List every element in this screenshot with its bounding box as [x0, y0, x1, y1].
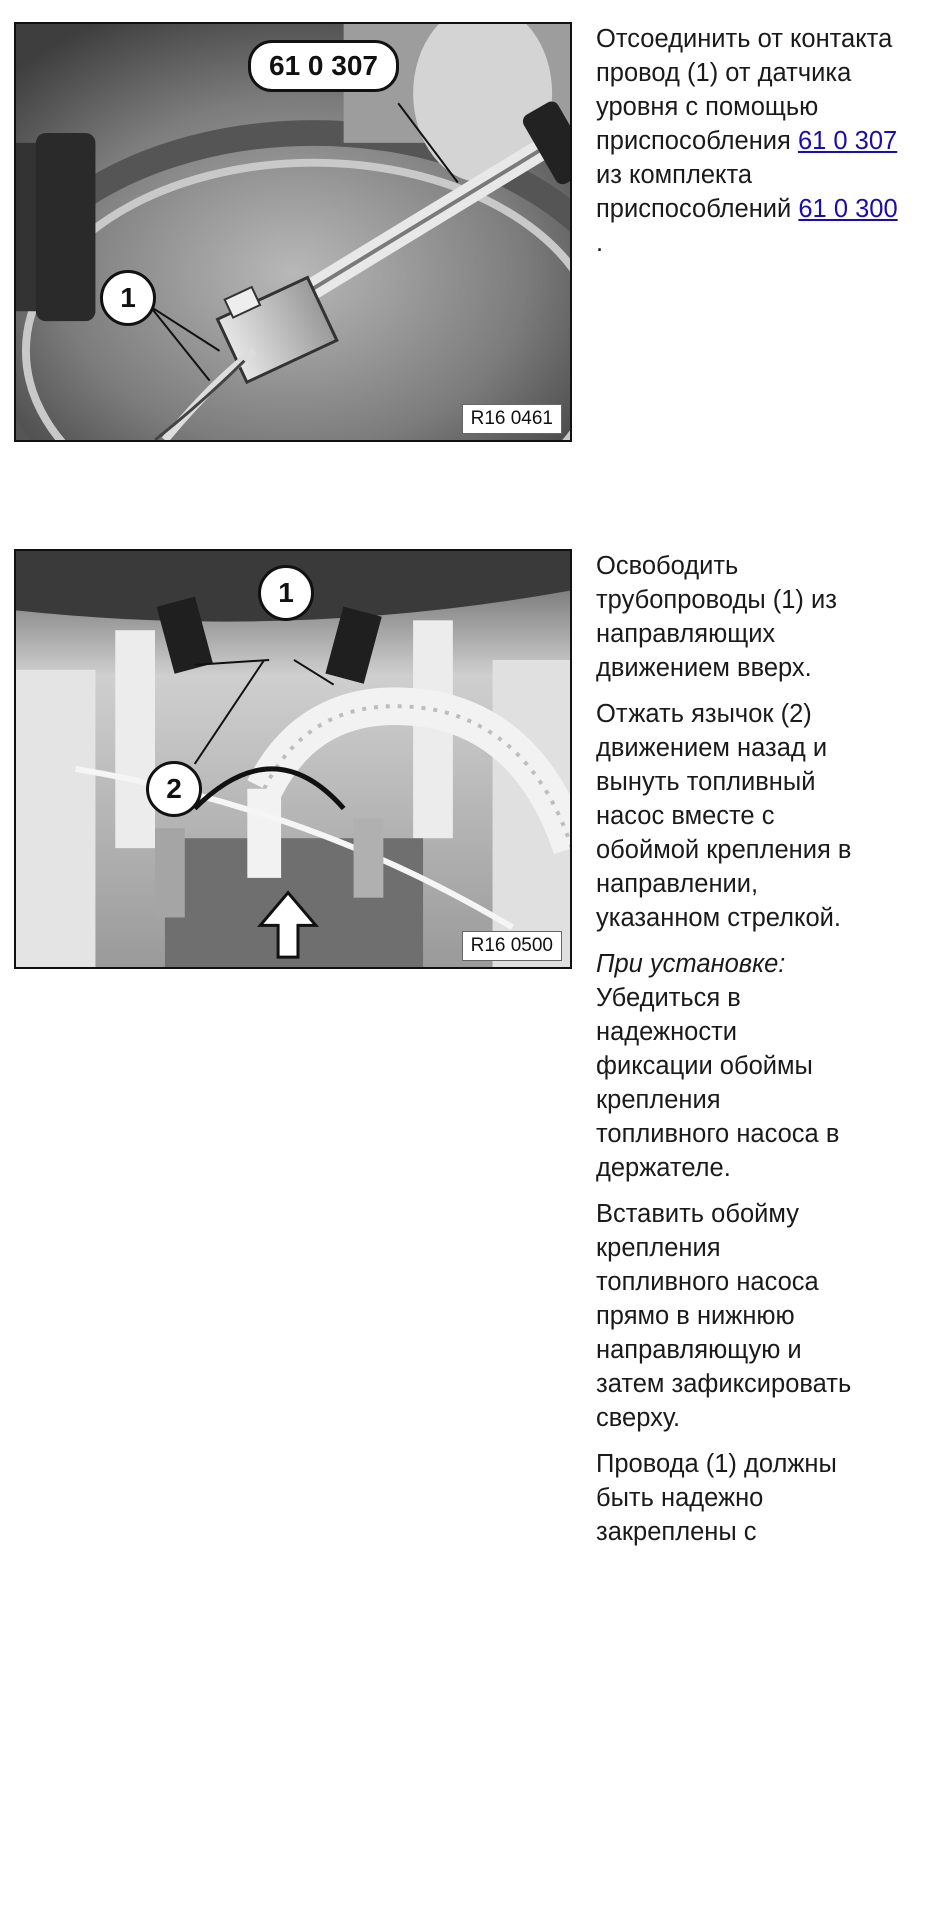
step-text-1: [596, 22, 931, 260]
text-fragment: приспособлений: [596, 195, 799, 223]
callout-1: 1: [100, 270, 156, 326]
text-line: Отсоединить от контакта: [596, 25, 893, 53]
text-line: [596, 124, 931, 158]
link-tool-61-0-307[interactable]: 61 0 307: [797, 127, 898, 155]
installation-text: Убедиться в надежности фиксации обоймы крепления топливного насоса в держателе.: [596, 984, 840, 1182]
figure-fuel-level-sensor: [14, 22, 572, 442]
figure-code: R16 0500: [462, 931, 562, 961]
paragraph-installation: [596, 947, 856, 1185]
figure-code: R16 0461: [462, 404, 562, 434]
callout-1: 1: [258, 565, 314, 621]
text-line: .: [596, 229, 604, 257]
text-line: уровня с помощью: [596, 93, 819, 121]
text-line: из комплекта: [596, 161, 753, 189]
paragraph-insert-holder: Вставить обойму крепления топливного насоса прямо в нижнюю направляющую и затем зафиксировать сверху.: [596, 1200, 852, 1432]
text-line: провод (1) от датчика: [596, 59, 852, 87]
text-line: [596, 192, 931, 226]
callout-tool-number: 61 0 307: [248, 40, 399, 92]
paragraph-remove-pump: Отжать язычок (2) движением назад и вынуть топливный насос вместе с обоймой крепления в направлении, указанном стрелкой.: [596, 700, 852, 932]
link-toolset-61-0-300[interactable]: 61 0 300: [798, 195, 898, 223]
figure-fuel-pump-removal: [14, 549, 572, 969]
callout-2: 2: [146, 761, 202, 817]
installation-label: При установке:: [596, 950, 786, 978]
text-fragment: приспособления: [596, 127, 798, 155]
paragraph-wires: Провода (1) должны быть надежно закреплены с: [596, 1450, 837, 1546]
step-text-2: [596, 549, 856, 1561]
paragraph-release-lines: Освободить трубопроводы (1) из направляющих движением вверх.: [596, 552, 837, 682]
